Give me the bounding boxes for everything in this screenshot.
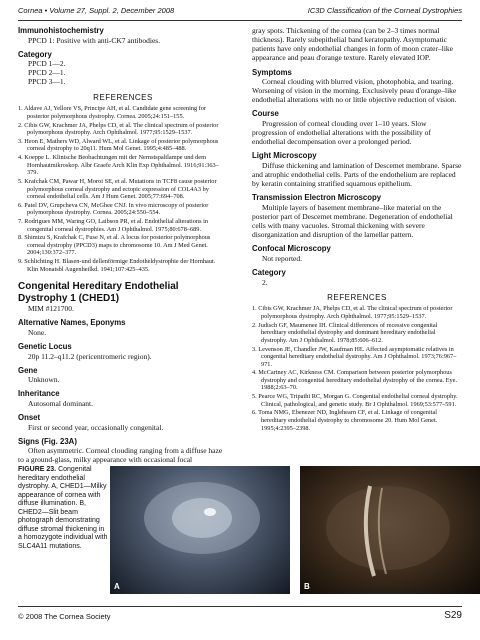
section-text: Corneal clouding with blurred vision, photophobia, and tearing. Worsening of vision in the morning. Exclusively peau d'orange–like endothelial alterations with no or little objective reduction of vision.: [252, 77, 457, 105]
section-text: Unknown.: [28, 375, 60, 385]
section-heading: Light Microscopy: [252, 151, 317, 161]
journal-citation: Cornea • Volume 27, Suppl. 2, December 2008: [18, 6, 175, 15]
section-text: Not reported.: [262, 253, 302, 263]
section-text: Often asymmetric. Corneal clouding ranging from a diffuse haze to a ground-glass, milky appearance with occasional focal: [18, 446, 223, 465]
figure-caption: [18, 466, 108, 551]
section-text: Multiple layers of basement membrane–like material on the posterior part of Descemet membrane. Degeneration of endothelial cells with many vacuoles. Stromal thickening with severe disorganization and disruption of the lamellar pattern.: [252, 202, 453, 240]
figure-panel-b-photo: [300, 466, 480, 594]
ched1-title: Congenital Hereditary Endothelial Dystrophy 1 (CHED1): [18, 281, 179, 304]
section-heading: Symptoms: [252, 67, 292, 77]
eye-illustration-b: [300, 466, 480, 594]
references-heading: REFERENCES: [93, 92, 153, 102]
section-heading: Transmission Electron Microscopy: [252, 193, 382, 203]
reference-item: 4. McCartney AC, Kirkness CM. Comparison between posterior polymorphous dystrophy and congenital hereditary endothelial dystrophy of the cornea. Eye. 1988;2:63–70.: [252, 369, 458, 392]
reference-item: 2. Cibis GW, Krachmer JA, Phelps CD, et al. The clinical spectrum of posterior polymorphous dystrophy. Arch Ophthalmol. 1977;95:1529–1537.: [18, 121, 219, 137]
reference-item: 6. Toma NMG, Ebenezer ND, Inglehearn CF, et al. Linkage of congenital hereditary endothelial dystrophy to chromosome 20. Hum Mol Genet. 1995;4:2395–2398.: [252, 409, 438, 432]
section-heading: Genetic Locus: [18, 342, 72, 352]
header-rule: [18, 20, 462, 21]
reference-item: 2. Judisch GF, Maumenee IH. Clinical differences of recessive congenital hereditary endothelial dystrophy and dominant hereditary endothelial dystrophy. Am J Ophthalmol. 1978;85:606–612.: [252, 321, 438, 344]
category-item: PPCD 3—1.: [28, 77, 66, 87]
reference-item: 8. Shimizu S, Krafchak C, Fuse N, et al. A locus for posterior polymorphous corneal dystrophy (PPCD3) maps to chromosome 10. Am J Med Genet. 2004;130:372–377.: [18, 234, 211, 257]
panel-b-label: B: [304, 582, 310, 591]
article-title-header: IC3D Classification of the Corneal Dystrophies: [307, 6, 462, 15]
category-item: PPCD 2—1.: [28, 68, 66, 78]
reference-item: 1. Cibis GW, Krachmer JA, Phelps CD, et al. The clinical spectrum of posterior polymorphous dystrophy. Arch Ophthalmol. 1977;95:1529–1537.: [252, 305, 453, 320]
figure-caption-text: Congenital hereditary endothelial dystrophy. A, CHED1—Milky appearance of cornea with diffuse illumination. B, CHED2—Slit beam photograph demonstrating diffuse stromal thickening in a homozygote individual with SLC4A11 mutations.: [18, 466, 108, 550]
left-column: [18, 26, 228, 464]
reference-item: 5. Pearce WG, Tripathi RC, Morgan G. Congenital endothelial corneal dystrophy. Clinical, pathological, and genetic study. Br J Ophthalmol. 1969;53:577–591.: [252, 393, 458, 408]
footer-rule: [18, 606, 462, 607]
page-number: S29: [444, 610, 462, 621]
section-heading: Immunohistochemistry: [18, 26, 104, 35]
section-text: First or second year, occasionally congenital.: [28, 422, 164, 432]
panel-a-label: A: [114, 582, 120, 591]
section-text: gray spots. Thickening of the cornea (can be 2–3 times normal thickness). Rarely subepithelial band keratopathy. Asymptomatic patients have only endothelial changes in form of moon crater–like appearance and peau d'orange texture. Rarely elevated IOP.: [252, 26, 453, 63]
section-heading: Category: [18, 49, 52, 59]
references-heading: REFERENCES: [327, 292, 387, 302]
running-header: [18, 6, 462, 20]
section-heading: Alternative Names, Eponyms: [18, 318, 126, 328]
reference-item: 1. Aldave AJ, Yellore VS, Principe AH, et al. Candidate gene screening for posterior polymorphous dystrophy. Cornea. 2005;24:151–155.: [18, 105, 207, 120]
copyright: © 2008 The Cornea Society: [18, 612, 111, 621]
reference-item: 6. Patel DV, Grupcheva CN, McGhee CNJ. In vivo microscopy of posterior polymorphous dystrophy. Cornea. 2005;24:550–554.: [18, 201, 209, 217]
reference-item: 9. Schlichting H. Blasen-und dellenförmige Endotheldystrophie der Hornhaut. Klin Monatsbl Augenheilkd. 1941;107:425–435.: [18, 258, 216, 273]
eye-illustration-a: [110, 466, 290, 594]
reference-item: 3. Heon E, Mathers WD, Alward WL, et al. Linkage of posterior polymorphous corneal dystrophy to 20q11. Hum Mol Genet. 1995;4:485–488.: [18, 137, 219, 153]
reference-item: 7. Rodrigues MM, Waring GO, Laibson PR, et al. Endothelial alterations in congenital corneal dystrophies. Am J Ophthalmol. 1975;80:678–689.: [18, 218, 209, 233]
section-heading: Signs (Fig. 23A): [18, 436, 77, 446]
mim-number: MIM #121700.: [28, 304, 74, 314]
figure-panel-a-photo: [110, 466, 290, 594]
section-text: Diffuse thickening and lamination of Descemet membrane. Sparse and atrophic endothelial cells. Parts of the endothelium are replaced by keratin containing stratified squamous epithelium.: [252, 160, 462, 189]
section-heading: Confocal Microscopy: [252, 244, 331, 254]
figure-label: FIGURE 23.: [18, 466, 57, 473]
section-heading: Gene: [18, 365, 38, 375]
section-text: Progression of corneal clouding over 1–10 years. Slow progression of endothelial alterations with the possibility of endothelial decompensation over a prolonged period.: [252, 118, 431, 147]
reference-item: 3. Levenson JE, Chandler JW, Kaufman HE. Affected asymptomatic relatives in congenital hereditary endothelial dystrophy. Am J Ophthalmol. 1973;76:967–971.: [252, 345, 457, 368]
section-text: 2.: [262, 277, 268, 287]
reference-item: 5. Krafchak CM, Pawar H, Moroi SE, et al. Mutations in TCF8 cause posterior polymorphous corneal dystrophy and ectopic expression of COL4A3 by corneal endothelial cells. Am J Hum Genet. 2005;77:694–708.: [18, 177, 217, 201]
section-heading: Category: [252, 268, 286, 278]
section-text: PPCD 1: Positive with anti-CK7 antibodies.: [28, 35, 161, 45]
category-item: PPCD 1—2.: [28, 59, 66, 69]
right-column: [252, 26, 462, 433]
reference-item: 4. Koeppe L. Klinische Beobachtungen mit der Nernstspaltlampe und dem Hornhautmikroskop. Albr Graefe Arch Klin Exp Ophthalmol. 1916;91:363–379.: [18, 154, 219, 177]
section-text: None.: [28, 327, 47, 337]
section-heading: Onset: [18, 413, 41, 422]
section-heading: Inheritance: [18, 389, 60, 399]
section-heading: Course: [252, 109, 279, 119]
section-text: 20p 11.2–q11.2 (pericentromeric region).: [28, 351, 152, 361]
section-text: Autosomal dominant.: [28, 398, 93, 408]
